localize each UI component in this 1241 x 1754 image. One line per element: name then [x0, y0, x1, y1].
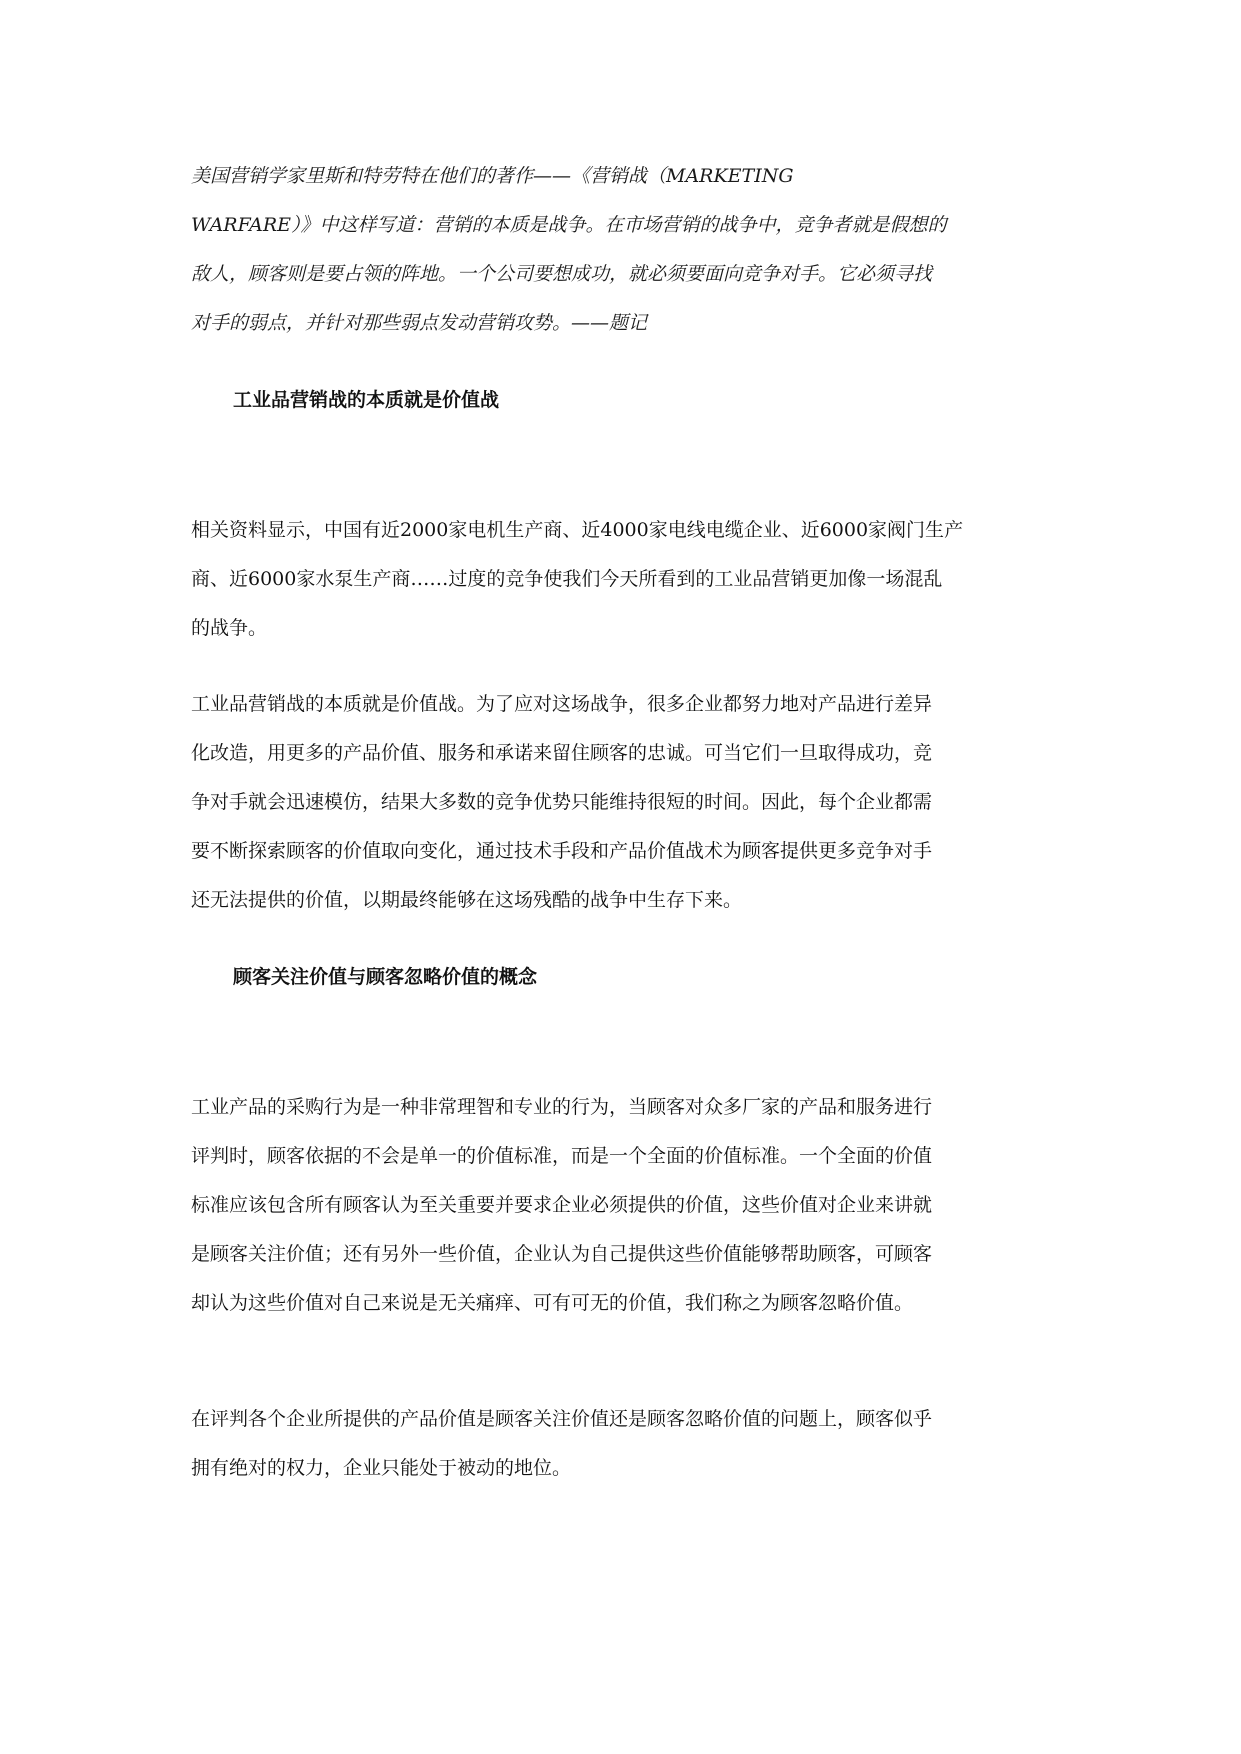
text-line: WARFARE）》中这样写道：营销的本质是战争。在市场营销的战争中，竞争者就是假想的	[191, 214, 947, 236]
paragraph	[191, 680, 1071, 925]
text-line: 拥有绝对的权力，企业只能处于被动的地位。	[191, 1457, 572, 1479]
text-line: 的战争。	[191, 617, 268, 639]
text-line: 是顾客关注价值；还有另外一些价值，企业认为自己提供这些价值能够帮助顾客，可顾客	[191, 1243, 933, 1265]
text-line: 却认为这些价值对自己来说是无关痛痒、可有可无的价值，我们称之为顾客忽略价值。	[191, 1292, 914, 1314]
section-heading: 工业品营销战的本质就是价值战	[233, 389, 500, 411]
paragraph	[191, 1083, 1071, 1328]
text-line: 相关资料显示，中国有近2000家电机生产商、近4000家电线电缆企业、近6000家阀门生产	[191, 519, 964, 541]
text-line: 争对手就会迅速模仿，结果大多数的竞争优势只能维持很短的时间。因此，每个企业都需	[191, 791, 933, 813]
text-line: 在评判各个企业所提供的产品价值是顾客关注价值还是顾客忽略价值的问题上，顾客似乎	[191, 1408, 933, 1430]
paragraph	[191, 506, 1071, 653]
text-line: 工业产品的采购行为是一种非常理智和专业的行为，当顾客对众多厂家的产品和服务进行	[191, 1096, 933, 1118]
paragraph	[191, 1395, 1071, 1493]
section-heading: 顾客关注价值与顾客忽略价值的概念	[233, 966, 538, 988]
intro-epigraph	[191, 152, 1071, 348]
text-line: 标准应该包含所有顾客认为至关重要并要求企业必须提供的价值，这些价值对企业来讲就	[191, 1194, 933, 1216]
text-line: 美国营销学家里斯和特劳特在他们的著作——《营销战（MARKETING	[191, 165, 794, 187]
text-line: 工业品营销战的本质就是价值战。为了应对这场战争，很多企业都努力地对产品进行差异	[191, 693, 933, 715]
text-line: 敌人，顾客则是要占领的阵地。一个公司要想成功，就必须要面向竞争对手。它必须寻找	[191, 263, 933, 285]
text-line: 评判时，顾客依据的不会是单一的价值标准，而是一个全面的价值标准。一个全面的价值	[191, 1145, 933, 1167]
text-line: 要不断探索顾客的价值取向变化，通过技术手段和产品价值战术为顾客提供更多竞争对手	[191, 840, 933, 862]
text-line: 商、近6000家水泵生产商……过度的竞争使我们今天所看到的工业品营销更加像一场混乱	[191, 568, 943, 590]
text-line: 对手的弱点，并针对那些弱点发动营销攻势。——题记	[191, 312, 648, 334]
text-line: 还无法提供的价值，以期最终能够在这场残酷的战争中生存下来。	[191, 889, 743, 911]
text-line: 化改造，用更多的产品价值、服务和承诺来留住顾客的忠诚。可当它们一旦取得成功，竞	[191, 742, 933, 764]
